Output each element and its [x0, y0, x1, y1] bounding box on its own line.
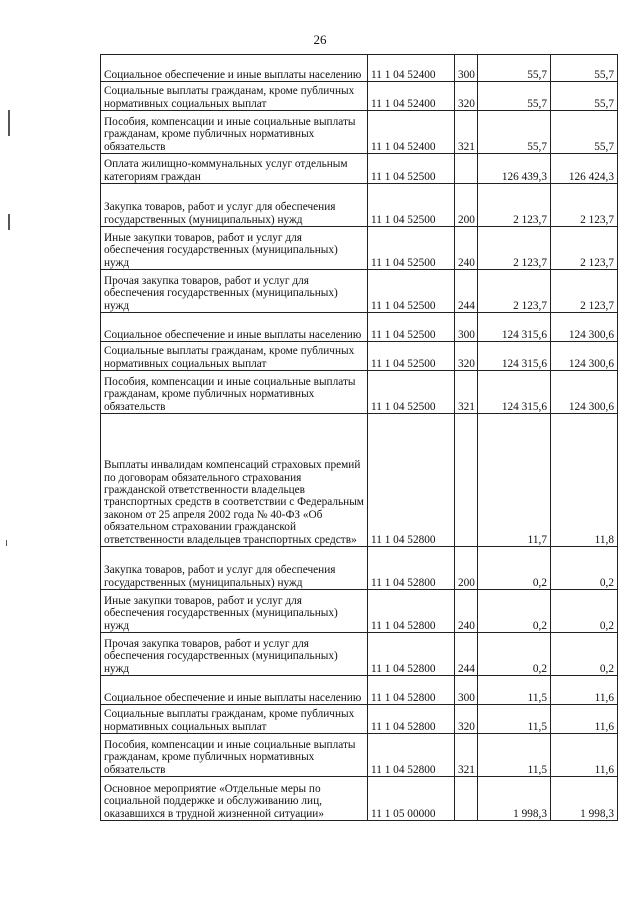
row-name-cell: Основное мероприятие «Отдельные меры по социальной поддержке и обслуживанию лиц, оказавшихся в трудной жизненной ситуации»: [101, 777, 368, 821]
row-value-year1-cell: 1 998,3: [478, 777, 551, 821]
row-value-year1-cell: 0,2: [478, 633, 551, 676]
row-code-cell: 11 1 04 52800: [368, 734, 455, 777]
row-name-cell: Социальные выплаты гражданам, кроме публичных нормативных социальных выплат: [101, 82, 368, 111]
table-row: [101, 777, 618, 821]
row-expense-type-cell: 200: [455, 547, 478, 590]
row-code-cell: 11 1 04 52500: [368, 313, 455, 342]
row-value-year1-cell: 2 123,7: [478, 270, 551, 313]
row-value-year1-cell: 11,5: [478, 734, 551, 777]
row-value-year2-cell: 55,7: [551, 82, 618, 111]
row-code-cell: 11 1 04 52500: [368, 154, 455, 184]
table-row: [101, 547, 618, 590]
row-code-cell: 11 1 04 52800: [368, 547, 455, 590]
table-row: [101, 82, 618, 111]
row-expense-type-cell: 300: [455, 676, 478, 705]
row-value-year1-cell: 124 315,6: [478, 313, 551, 342]
row-expense-type-cell: 321: [455, 734, 478, 777]
table-row: [101, 55, 618, 82]
row-name-cell: Иные закупки товаров, работ и услуг для обеспечения государственных (муниципальных) нужд: [101, 227, 368, 270]
row-expense-type-cell: 300: [455, 313, 478, 342]
table-row: [101, 154, 618, 184]
row-code-cell: 11 1 04 52800: [368, 414, 455, 547]
row-value-year2-cell: 126 424,3: [551, 154, 618, 184]
row-value-year1-cell: 11,5: [478, 676, 551, 705]
margin-mark: [6, 540, 7, 546]
table-row: [101, 227, 618, 270]
row-code-cell: 11 1 04 52500: [368, 227, 455, 270]
row-value-year2-cell: 0,2: [551, 590, 618, 633]
row-code-cell: 11 1 04 52400: [368, 55, 455, 82]
row-value-year1-cell: 55,7: [478, 55, 551, 82]
row-value-year2-cell: 2 123,7: [551, 227, 618, 270]
row-name-cell: Социальные выплаты гражданам, кроме публичных нормативных социальных выплат: [101, 342, 368, 371]
row-expense-type-cell: 244: [455, 633, 478, 676]
row-value-year2-cell: 124 300,6: [551, 313, 618, 342]
row-value-year2-cell: 124 300,6: [551, 342, 618, 371]
row-code-cell: 11 1 04 52500: [368, 184, 455, 227]
table-row: [101, 734, 618, 777]
row-value-year1-cell: 11,7: [478, 414, 551, 547]
table-row: [101, 184, 618, 227]
row-name-cell: Пособия, компенсации и иные социальные выплаты гражданам, кроме публичных нормативных обязательств: [101, 111, 368, 154]
row-code-cell: 11 1 05 00000: [368, 777, 455, 821]
row-value-year1-cell: 11,5: [478, 705, 551, 734]
row-value-year1-cell: 124 315,6: [478, 371, 551, 414]
row-value-year2-cell: 1 998,3: [551, 777, 618, 821]
row-code-cell: 11 1 04 52500: [368, 270, 455, 313]
row-expense-type-cell: 240: [455, 227, 478, 270]
row-code-cell: 11 1 04 52500: [368, 342, 455, 371]
row-value-year2-cell: 124 300,6: [551, 371, 618, 414]
page-number: 26: [313, 32, 327, 47]
table-row: [101, 676, 618, 705]
row-name-cell: Иные закупки товаров, работ и услуг для обеспечения государственных (муниципальных) нужд: [101, 590, 368, 633]
row-value-year1-cell: 126 439,3: [478, 154, 551, 184]
row-expense-type-cell: 320: [455, 705, 478, 734]
table-row: [101, 111, 618, 154]
row-name-cell: Закупка товаров, работ и услуг для обеспечения государственных (муниципальных) нужд: [101, 184, 368, 227]
row-expense-type-cell: 240: [455, 590, 478, 633]
budget-table: [100, 54, 618, 821]
row-code-cell: 11 1 04 52400: [368, 111, 455, 154]
row-code-cell: 11 1 04 52800: [368, 590, 455, 633]
row-name-cell: Оплата жилищно-коммунальных услуг отдельным категориям граждан: [101, 154, 368, 184]
row-expense-type-cell: 200: [455, 184, 478, 227]
row-expense-type-cell: 320: [455, 342, 478, 371]
row-name-cell: Социальное обеспечение и иные выплаты населению: [101, 313, 368, 342]
row-value-year2-cell: 0,2: [551, 547, 618, 590]
table-row: [101, 705, 618, 734]
table-row: [101, 414, 618, 547]
table-row: [101, 371, 618, 414]
row-name-cell: Пособия, компенсации и иные социальные выплаты гражданам, кроме публичных нормативных обязательств: [101, 734, 368, 777]
row-value-year2-cell: 2 123,7: [551, 270, 618, 313]
row-code-cell: 11 1 04 52500: [368, 371, 455, 414]
row-value-year2-cell: 55,7: [551, 55, 618, 82]
table-row: [101, 270, 618, 313]
row-value-year1-cell: 2 123,7: [478, 227, 551, 270]
table-row: [101, 633, 618, 676]
row-value-year1-cell: 0,2: [478, 590, 551, 633]
row-name-cell: Выплаты инвалидам компенсаций страховых премий по договорам обязательного страхования гражданской ответственности владельцев транспортных средств в соответствии с Федеральным законом от 25 апреля 2002 года № 40-ФЗ «Об обязательном страховании гражданской ответственности владельцев транспортных средств»: [101, 414, 368, 547]
row-value-year1-cell: 124 315,6: [478, 342, 551, 371]
row-value-year2-cell: 11,6: [551, 705, 618, 734]
row-name-cell: Прочая закупка товаров, работ и услуг для обеспечения государственных (муниципальных) нужд: [101, 270, 368, 313]
row-name-cell: Закупка товаров, работ и услуг для обеспечения государственных (муниципальных) нужд: [101, 547, 368, 590]
row-name-cell: Пособия, компенсации и иные социальные выплаты гражданам, кроме публичных нормативных обязательств: [101, 371, 368, 414]
row-value-year2-cell: 0,2: [551, 633, 618, 676]
row-name-cell: Прочая закупка товаров, работ и услуг для обеспечения государственных (муниципальных) нужд: [101, 633, 368, 676]
row-expense-type-cell: [455, 154, 478, 184]
row-code-cell: 11 1 04 52800: [368, 676, 455, 705]
row-expense-type-cell: 300: [455, 55, 478, 82]
row-value-year2-cell: 55,7: [551, 111, 618, 154]
row-value-year2-cell: 11,6: [551, 676, 618, 705]
row-value-year1-cell: 2 123,7: [478, 184, 551, 227]
margin-mark: [8, 110, 10, 136]
row-value-year2-cell: 11,8: [551, 414, 618, 547]
table-row: [101, 313, 618, 342]
row-code-cell: 11 1 04 52400: [368, 82, 455, 111]
row-name-cell: Социальное обеспечение и иные выплаты населению: [101, 676, 368, 705]
row-expense-type-cell: [455, 414, 478, 547]
table-row: [101, 342, 618, 371]
row-expense-type-cell: 321: [455, 111, 478, 154]
budget-table-body: [101, 55, 618, 821]
row-expense-type-cell: 320: [455, 82, 478, 111]
row-value-year2-cell: 11,6: [551, 734, 618, 777]
row-value-year2-cell: 2 123,7: [551, 184, 618, 227]
row-code-cell: 11 1 04 52800: [368, 633, 455, 676]
table-row: [101, 590, 618, 633]
row-value-year1-cell: 0,2: [478, 547, 551, 590]
row-code-cell: 11 1 04 52800: [368, 705, 455, 734]
row-expense-type-cell: [455, 777, 478, 821]
row-expense-type-cell: 321: [455, 371, 478, 414]
row-name-cell: Социальные выплаты гражданам, кроме публичных нормативных социальных выплат: [101, 705, 368, 734]
row-value-year1-cell: 55,7: [478, 82, 551, 111]
row-value-year1-cell: 55,7: [478, 111, 551, 154]
margin-mark: [8, 214, 10, 230]
row-expense-type-cell: 244: [455, 270, 478, 313]
row-name-cell: Социальное обеспечение и иные выплаты населению: [101, 55, 368, 82]
